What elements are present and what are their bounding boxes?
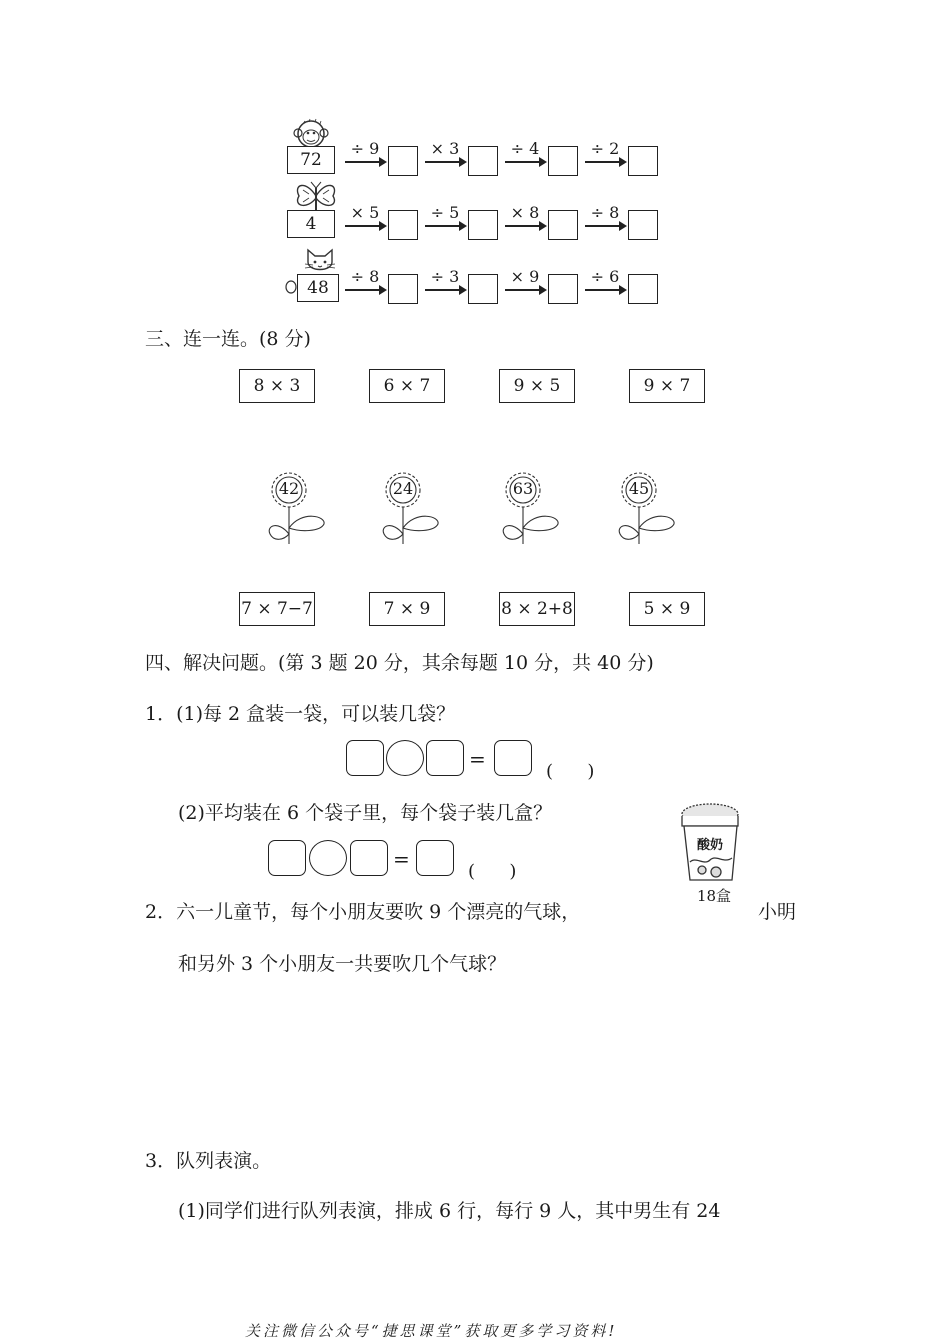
top-expression[interactable]: 9 × 5	[499, 369, 575, 403]
chain-operator: ÷ 8	[350, 267, 380, 286]
bottom-expression[interactable]: 7 × 9	[369, 592, 445, 626]
answer-box[interactable]	[468, 274, 498, 304]
chain-row-1	[285, 118, 685, 178]
flower[interactable]	[618, 470, 684, 550]
answer-box[interactable]	[388, 210, 418, 240]
chain-operator: × 8	[510, 203, 540, 222]
equation-operator-circle[interactable]	[386, 740, 424, 776]
flower[interactable]	[502, 470, 568, 550]
equation-operand-box[interactable]	[346, 740, 384, 776]
question-2-line-2: 和另外 3 个小朋友一共要吹几个气球？	[178, 953, 507, 975]
top-expression[interactable]: 6 × 7	[369, 369, 445, 403]
arrow-icon	[505, 225, 545, 227]
chain-operator: ÷ 4	[510, 139, 540, 158]
question-3-part-1: (1)同学们进行队列表演，排成 6 行，每行 9 人，其中男生有 24	[178, 1200, 721, 1222]
top-expression[interactable]: 8 × 3	[239, 369, 315, 403]
answer-box[interactable]	[628, 146, 658, 176]
unit-parentheses[interactable]: ( )	[546, 761, 595, 782]
arrow-icon	[585, 225, 625, 227]
bottom-expression[interactable]: 5 × 9	[629, 592, 705, 626]
equation-operand-box[interactable]	[268, 840, 306, 876]
answer-box[interactable]	[628, 210, 658, 240]
answer-box[interactable]	[468, 210, 498, 240]
arrow-icon	[505, 289, 545, 291]
chain-operator: ÷ 9	[350, 139, 380, 158]
butterfly-icon	[291, 180, 341, 212]
section-3-title: 三、连一连。(8 分)	[145, 328, 311, 350]
flower-number: 42	[278, 479, 300, 498]
flower[interactable]	[382, 470, 448, 550]
answer-box[interactable]	[468, 146, 498, 176]
question-2-line-1: 2．六一儿童节，每个小朋友要吹 9 个漂亮的气球，	[145, 901, 581, 923]
arrow-icon	[425, 225, 465, 227]
chain-start-value: 48	[297, 274, 339, 302]
section-4-title: 四、解决问题。(第 3 题 20 分，其余每题 10 分，共 40 分)	[145, 652, 654, 674]
flower-number: 45	[628, 479, 650, 498]
arrow-icon	[425, 161, 465, 163]
chain-operator: ÷ 2	[590, 139, 620, 158]
answer-box[interactable]	[548, 210, 578, 240]
answer-box[interactable]	[388, 274, 418, 304]
answer-box[interactable]	[388, 146, 418, 176]
chain-operator: × 5	[350, 203, 380, 222]
arrow-icon	[505, 161, 545, 163]
question-1-part-1: 1．(1)每 2 盒装一袋，可以装几袋？	[145, 703, 456, 725]
yogurt-illustration	[676, 800, 746, 910]
chain-operator: ÷ 6	[590, 267, 620, 286]
arrow-icon	[585, 289, 625, 291]
chain-operator: ÷ 3	[430, 267, 460, 286]
chain-operator: × 9	[510, 267, 540, 286]
question-3-title: 3．队列表演。	[145, 1150, 272, 1172]
answer-box[interactable]	[628, 274, 658, 304]
arrow-icon	[345, 289, 385, 291]
arrow-icon	[585, 161, 625, 163]
chain-start-value: 4	[287, 210, 335, 238]
top-expression[interactable]: 9 × 7	[629, 369, 705, 403]
equals-sign: =	[469, 747, 486, 771]
yogurt-count: 18盒	[696, 887, 732, 905]
answer-box[interactable]	[548, 274, 578, 304]
chain-row-2	[285, 180, 685, 240]
flower[interactable]	[268, 470, 334, 550]
bottom-expression[interactable]: 7 × 7−7	[239, 592, 315, 626]
arrow-icon	[345, 225, 385, 227]
flower-number: 63	[512, 479, 534, 498]
equation-operand-box[interactable]	[350, 840, 388, 876]
footer-watermark: 关注微信公众号“捷思课堂”获取更多学习资料!	[245, 1322, 618, 1340]
chain-operator: ÷ 5	[430, 203, 460, 222]
unit-parentheses[interactable]: ( )	[468, 861, 517, 882]
equation-result-box[interactable]	[494, 740, 532, 776]
chain-start-value: 72	[287, 146, 335, 174]
equation-result-box[interactable]	[416, 840, 454, 876]
yogurt-label: 酸奶	[696, 838, 723, 853]
question-2-tail: 小明	[758, 901, 797, 923]
cat-paw-icon	[285, 280, 297, 294]
equation-operator-circle[interactable]	[309, 840, 347, 876]
chain-operator: ÷ 8	[590, 203, 620, 222]
arrow-icon	[345, 161, 385, 163]
answer-box[interactable]	[548, 146, 578, 176]
chain-row-3	[285, 248, 685, 308]
question-1-part-2: (2)平均装在 6 个袋子里，每个袋子装几盒？	[178, 802, 553, 824]
arrow-icon	[425, 289, 465, 291]
equation-operand-box[interactable]	[426, 740, 464, 776]
equals-sign: =	[393, 847, 410, 871]
cat-icon	[303, 248, 337, 276]
flower-number: 24	[392, 479, 414, 498]
bottom-expression[interactable]: 8 × 2+8	[499, 592, 575, 626]
chain-operator: × 3	[430, 139, 460, 158]
